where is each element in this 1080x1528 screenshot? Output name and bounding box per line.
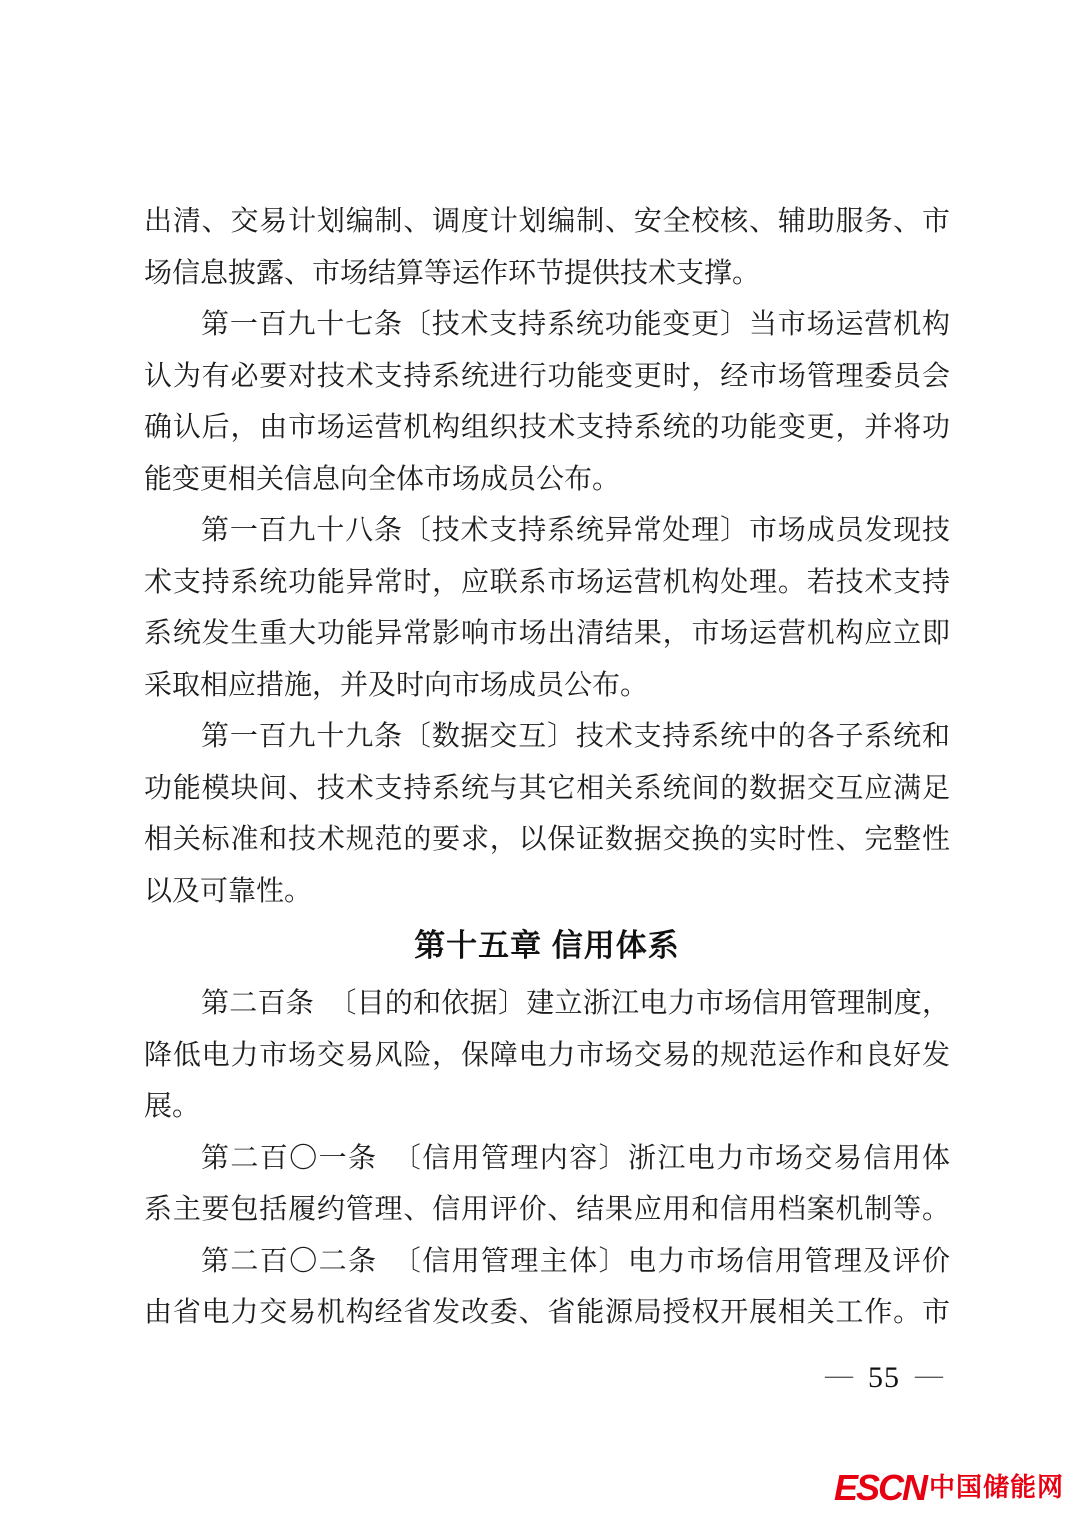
body-line: 系主要包括履约管理、信用评价、结果应用和信用档案机制等。: [144, 1194, 950, 1225]
body-line-article-201: 第二百〇一条 〔信用管理内容〕浙江电力市场交易信用体: [201, 1142, 950, 1174]
body-line: 功能模块间、技术支持系统与其它相关系统间的数据交互应满足: [144, 772, 950, 804]
body-line: 展。: [144, 1091, 201, 1122]
body-line: 能变更相关信息向全体市场成员公布。: [144, 463, 621, 495]
body-line: 术支持系统功能异常时，应联系市场运营机构处理。若技术支持: [144, 566, 950, 598]
body-line: 系统发生重大功能异常影响市场出清结果，市场运营机构应立即: [144, 618, 950, 649]
body-line-article-197: 第一百九十七条〔技术支持系统功能变更〕当市场运营机构: [201, 309, 950, 340]
body-line-article-200: 第二百条 〔目的和依据〕建立浙江电力市场信用管理制度，: [201, 988, 950, 1019]
page-number-right-dash: —: [915, 1360, 943, 1391]
escn-logo-chinese: 中国储能网: [928, 1473, 1064, 1503]
body-line: 由省电力交易机构经省发改委、省能源局授权开展相关工作。市: [144, 1297, 950, 1328]
body-line: 认为有必要对技术支持系统进行功能变更时，经市场管理委员会: [144, 360, 950, 392]
chapter-heading: 第十五章 信用体系: [414, 928, 680, 963]
page-number-value: 55: [868, 1361, 900, 1394]
escn-logo: [834, 1468, 1064, 1508]
body-line: 采取相应措施，并及时向市场成员公布。: [144, 669, 649, 701]
body-line-article-199: 第一百九十九条〔数据交互〕技术支持系统中的各子系统和: [201, 721, 950, 752]
body-line-article-198: 第一百九十八条〔技术支持系统异常处理〕市场成员发现技: [201, 515, 950, 546]
page-number: [825, 1358, 943, 1398]
page-number-left-dash: —: [825, 1360, 853, 1391]
body-line-article-202: 第二百〇二条 〔信用管理主体〕电力市场信用管理及评价: [201, 1245, 950, 1277]
body-line: 确认后，由市场运营机构组织技术支持系统的功能变更，并将功: [144, 412, 950, 443]
body-line: 以及可靠性。: [144, 875, 313, 907]
body-text: [144, 196, 950, 1339]
body-line: 相关标准和技术规范的要求，以保证数据交换的实时性、完整性: [144, 824, 950, 855]
escn-logo-latin: ESCN: [833, 1467, 926, 1508]
body-line: 出清、交易计划编制、调度计划编制、安全校核、辅助服务、市: [144, 206, 950, 237]
body-line: 降低电力市场交易风险，保障电力市场交易的规范运作和良好发: [144, 1039, 950, 1071]
body-line: 场信息披露、市场结算等运作环节提供技术支撑。: [144, 257, 761, 289]
